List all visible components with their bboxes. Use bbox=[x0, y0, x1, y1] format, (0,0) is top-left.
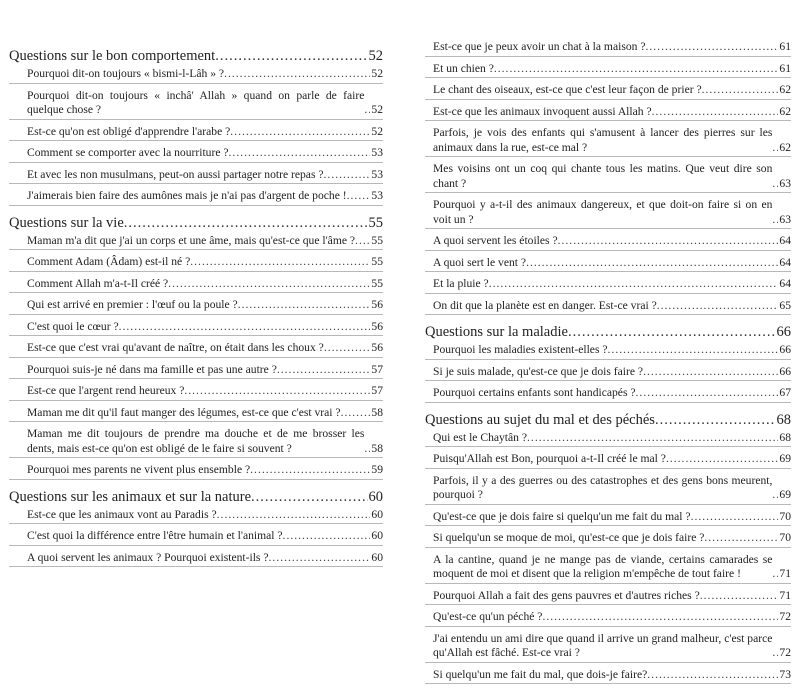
toc-entry bbox=[425, 531, 791, 548]
entry-question: Et avec les non musulmans, peut-on aussi partager notre repas ? bbox=[27, 167, 324, 181]
toc-entry bbox=[425, 365, 791, 382]
entry-question: Est-ce que l'argent rend heureux ? bbox=[27, 384, 185, 397]
page-number: 68 bbox=[776, 411, 791, 428]
entry-question: Mes voisins ont un coq qui chante tous les matins. Que veut dire son chant ? bbox=[433, 162, 773, 190]
dot-leader bbox=[645, 40, 778, 55]
toc-entry bbox=[9, 427, 383, 458]
dot-leader bbox=[119, 320, 371, 335]
page-number: 52 bbox=[371, 67, 383, 80]
page-number: 64 bbox=[779, 277, 791, 290]
toc-section-heading bbox=[9, 211, 383, 234]
page-number: 60 bbox=[371, 550, 383, 564]
toc-entry bbox=[425, 299, 791, 316]
entry-question: A quoi servent les animaux ? Pourquoi existent-ils ? bbox=[27, 550, 269, 564]
toc-entry bbox=[9, 189, 383, 206]
entry-question: Et la pluie ? bbox=[433, 277, 489, 290]
dot-leader bbox=[643, 365, 778, 380]
toc-section-heading bbox=[9, 44, 383, 67]
toc-entry bbox=[425, 668, 791, 685]
dot-leader bbox=[124, 214, 368, 232]
dot-leader bbox=[527, 431, 778, 446]
page-number: 60 bbox=[368, 488, 383, 505]
page-number: 55 bbox=[371, 233, 383, 247]
page-number: 66 bbox=[776, 324, 791, 340]
entry-question: Pourquoi Allah a fait des gens pauvres et d'autres riches ? bbox=[433, 588, 700, 602]
page-number: 55 bbox=[368, 214, 383, 231]
toc-section-heading bbox=[9, 485, 383, 508]
entry-question: A la cantine, quand je ne mange pas de viande, certains camarades se moquent de moi et disent que la religion m'empêche de tout faire ! bbox=[433, 552, 773, 580]
toc-entry bbox=[425, 126, 791, 157]
toc-entry bbox=[9, 234, 383, 251]
entry-question: A quoi sert le vent ? bbox=[433, 255, 527, 269]
entry-question: C'est quoi la différence entre l'être humain et l'animal ? bbox=[27, 529, 283, 542]
entry-question: Parfois, il y a des guerres ou des catastrophes et des gens bons meurent, pourquoi ? bbox=[433, 473, 773, 501]
page-number: 53 bbox=[371, 146, 383, 159]
entry-question: Qui est arrivé en premier : l'œuf ou la poule ? bbox=[27, 298, 238, 311]
toc-entry bbox=[425, 83, 791, 100]
page-number: 66 bbox=[779, 364, 791, 378]
entry-question: Comment Adam (Âdam) est-il né ? bbox=[27, 255, 191, 268]
dot-leader bbox=[494, 62, 779, 77]
dot-leader bbox=[324, 168, 371, 183]
toc-entry bbox=[425, 343, 791, 360]
entry-question: Et un chien ? bbox=[433, 61, 494, 75]
dot-leader bbox=[215, 47, 367, 65]
page-number: 68 bbox=[779, 430, 791, 444]
entry-question: Est-ce que les animaux vont au Paradis ? bbox=[27, 507, 217, 521]
entry-question: Si je suis malade, qu'est-ce que je dois faire ? bbox=[433, 364, 644, 378]
entry-question: Est-ce que les animaux invoquent aussi Allah ? bbox=[433, 104, 652, 118]
toc-entry bbox=[9, 363, 383, 380]
section-title: Questions sur les animaux et sur la nature bbox=[9, 488, 252, 505]
page-number: 71 bbox=[779, 588, 791, 602]
dot-leader bbox=[489, 277, 779, 292]
dot-leader bbox=[341, 406, 371, 421]
entry-question: Maman me dit qu'il faut manger des légumes, est-ce que c'est vrai ? bbox=[27, 405, 341, 419]
toc-entry bbox=[9, 384, 383, 401]
entry-question: Le chant des oiseaux, est-ce que c'est leur façon de prier ? bbox=[433, 83, 702, 96]
section-title: Questions sur la vie bbox=[9, 214, 124, 231]
entry-question: Pourquoi dit-on toujours « inchâ' Allah » quand on parle de faire quelque chose ? bbox=[27, 88, 365, 116]
toc-entry bbox=[9, 255, 383, 272]
toc-entry bbox=[9, 298, 383, 315]
page-number: 58 bbox=[371, 405, 383, 419]
toc-entry bbox=[425, 632, 791, 663]
entry-question: Maman me dit toujours de prendre ma douche et de me brosser les dents, mais est-ce qu'on est obligé de le faire si souvent ? bbox=[27, 427, 365, 455]
toc-entry bbox=[425, 610, 791, 627]
dot-leader bbox=[636, 386, 779, 401]
page-number: 71 bbox=[779, 567, 791, 580]
entry-question: Pourquoi y a-t-il des animaux dangereux, et que doit-on faire si on en voit un ? bbox=[433, 198, 773, 226]
entry-question: Pourquoi dit-on toujours « bismi-l-Lâh » ? bbox=[27, 67, 225, 80]
toc-entry bbox=[9, 529, 383, 546]
dot-leader bbox=[217, 508, 371, 523]
page-number: 64 bbox=[779, 234, 791, 247]
dot-leader bbox=[269, 551, 371, 566]
dot-leader bbox=[229, 146, 371, 161]
entry-question: Est-ce que c'est vrai qu'avant de naître, on était dans les choux ? bbox=[27, 341, 324, 354]
toc-entry bbox=[425, 277, 791, 294]
entry-question: Qui est le Chaytân ? bbox=[433, 430, 528, 444]
dot-leader bbox=[647, 668, 778, 683]
toc-entry bbox=[425, 386, 791, 403]
toc-entry bbox=[9, 551, 383, 568]
dot-leader bbox=[558, 234, 779, 249]
page-number: 73 bbox=[779, 667, 791, 681]
page-number: 56 bbox=[371, 319, 383, 333]
toc-entry bbox=[425, 234, 791, 251]
entry-question: Parfois, je vois des enfants qui s'amusent à lancer des pierres sur les animaux dans la rue, est-ce mal ? bbox=[433, 126, 773, 154]
entry-question: Pourquoi mes parents ne vivent plus ensemble ? bbox=[27, 463, 251, 476]
toc-entry bbox=[425, 256, 791, 273]
page-number: 52 bbox=[371, 103, 383, 116]
page-number: 52 bbox=[368, 48, 383, 64]
toc-entry bbox=[9, 146, 383, 163]
entry-question: J'ai entendu un ami dire que quand il arrive un grand malheur, c'est parce qu'Allah est fâché. Est-ce vrai ? bbox=[433, 631, 773, 659]
page-number: 62 bbox=[779, 104, 791, 118]
entry-question: Qu'est-ce que je dois faire si quelqu'un me fait du mal ? bbox=[433, 509, 691, 523]
page-number: 67 bbox=[779, 386, 791, 399]
dot-leader bbox=[277, 363, 371, 378]
page-number: 70 bbox=[779, 509, 791, 523]
page-number: 60 bbox=[371, 529, 383, 542]
toc-entry bbox=[425, 431, 791, 448]
page-number: 52 bbox=[371, 124, 383, 138]
section-title: Questions au sujet du mal et des péchés bbox=[425, 411, 655, 428]
toc-entry bbox=[425, 553, 791, 584]
page-number: 64 bbox=[779, 255, 791, 269]
entry-question: A quoi servent les étoiles ? bbox=[433, 234, 558, 247]
dot-leader bbox=[238, 298, 371, 313]
page-number: 66 bbox=[779, 343, 791, 356]
section-title: Questions sur la maladie bbox=[425, 324, 568, 340]
page-number: 62 bbox=[779, 140, 791, 154]
page-number: 63 bbox=[779, 176, 791, 190]
toc-entry bbox=[425, 198, 791, 229]
dot-leader bbox=[355, 234, 370, 249]
toc-entry bbox=[425, 510, 791, 527]
toc-entry bbox=[425, 62, 791, 79]
dot-leader bbox=[230, 125, 370, 140]
toc-section-heading bbox=[425, 408, 791, 431]
toc-entry bbox=[9, 341, 383, 358]
page-number: 55 bbox=[371, 276, 383, 290]
page-number: 72 bbox=[779, 646, 791, 659]
entry-question: Puisqu'Allah est Bon, pourquoi a-t-Il créé le mal ? bbox=[433, 452, 666, 465]
dot-leader bbox=[542, 610, 778, 625]
entry-question: Comment se comporter avec la nourriture ? bbox=[27, 146, 229, 159]
entry-question: Pourquoi certains enfants sont handicapés ? bbox=[433, 386, 636, 399]
page-number: 69 bbox=[779, 488, 791, 501]
entry-question: Qu'est-ce qu'un péché ? bbox=[433, 610, 543, 623]
toc-section-heading bbox=[425, 320, 791, 343]
entry-question: Maman m'a dit que j'ai un corps et une âme, mais qu'est-ce que l'âme ? bbox=[27, 233, 356, 247]
page-number: 57 bbox=[371, 384, 383, 397]
dot-leader bbox=[324, 341, 371, 356]
toc-entry bbox=[425, 40, 791, 57]
entry-question: On dit que la planète est en danger. Est-ce vrai ? bbox=[433, 298, 657, 312]
page-number: 56 bbox=[371, 341, 383, 354]
dot-leader bbox=[700, 589, 779, 604]
toc-entry bbox=[9, 168, 383, 185]
entry-question: C'est quoi le cœur ? bbox=[27, 319, 119, 333]
dot-leader bbox=[666, 452, 778, 467]
dot-leader bbox=[691, 510, 779, 525]
toc-entry bbox=[9, 320, 383, 337]
toc-entry bbox=[425, 474, 791, 505]
toc-entry bbox=[425, 452, 791, 469]
toc-entry bbox=[9, 463, 383, 480]
page-number: 61 bbox=[779, 40, 791, 53]
page-number: 63 bbox=[779, 212, 791, 226]
page-number: 61 bbox=[779, 61, 791, 75]
dot-leader bbox=[702, 83, 779, 98]
toc-entry bbox=[425, 162, 791, 193]
page-number: 55 bbox=[371, 255, 383, 268]
page-number: 57 bbox=[371, 362, 383, 376]
dot-leader bbox=[568, 323, 776, 341]
dot-leader bbox=[526, 256, 778, 271]
entry-question: Pourquoi suis-je né dans ma famille et pas une autre ? bbox=[27, 362, 277, 376]
dot-leader bbox=[655, 411, 776, 429]
toc-entry bbox=[425, 105, 791, 122]
dot-leader bbox=[190, 255, 370, 270]
entry-question: Comment Allah m'a-t-Il créé ? bbox=[27, 276, 169, 290]
page-number: 69 bbox=[779, 452, 791, 465]
dot-leader bbox=[652, 105, 779, 120]
section-title: Questions sur le bon comportement bbox=[9, 48, 216, 64]
page-number: 65 bbox=[779, 298, 791, 312]
left-page-column bbox=[9, 44, 383, 572]
entry-question: Si quelqu'un me fait du mal, que dois-je faire? bbox=[433, 667, 648, 681]
page-number: 59 bbox=[371, 463, 383, 476]
dot-leader bbox=[704, 531, 778, 546]
toc-entry bbox=[9, 125, 383, 142]
page-number: 72 bbox=[779, 610, 791, 623]
entry-question: Est-ce que je peux avoir un chat à la maison ? bbox=[433, 40, 646, 53]
dot-leader bbox=[283, 529, 371, 544]
dot-leader bbox=[250, 463, 370, 478]
entry-question: Si quelqu'un se moque de moi, qu'est-ce que je dois faire ? bbox=[433, 531, 705, 544]
dot-leader bbox=[608, 343, 779, 358]
dot-leader bbox=[224, 67, 370, 82]
toc-entry bbox=[9, 508, 383, 525]
toc-entry bbox=[9, 89, 383, 120]
page-number: 62 bbox=[779, 83, 791, 96]
page-number: 70 bbox=[779, 531, 791, 544]
page-number: 53 bbox=[371, 189, 383, 202]
entry-question: Pourquoi les maladies existent-elles ? bbox=[433, 343, 608, 356]
dot-leader bbox=[657, 299, 779, 314]
page-number: 60 bbox=[371, 507, 383, 521]
entry-question: Est-ce qu'on est obligé d'apprendre l'arabe ? bbox=[27, 124, 231, 138]
entry-question: J'aimerais bien faire des aumônes mais je n'ai pas d'argent de poche ! bbox=[27, 189, 347, 202]
dot-leader bbox=[184, 384, 370, 399]
page-number: 53 bbox=[371, 167, 383, 181]
page-number: 56 bbox=[371, 298, 383, 311]
page-number: 58 bbox=[371, 441, 383, 455]
toc-entry bbox=[425, 589, 791, 606]
toc-entry bbox=[9, 67, 383, 84]
right-page-column bbox=[425, 40, 791, 689]
toc-entry bbox=[9, 277, 383, 294]
dot-leader bbox=[168, 277, 370, 292]
toc-entry bbox=[9, 406, 383, 423]
dot-leader bbox=[347, 189, 371, 204]
dot-leader bbox=[251, 488, 367, 506]
